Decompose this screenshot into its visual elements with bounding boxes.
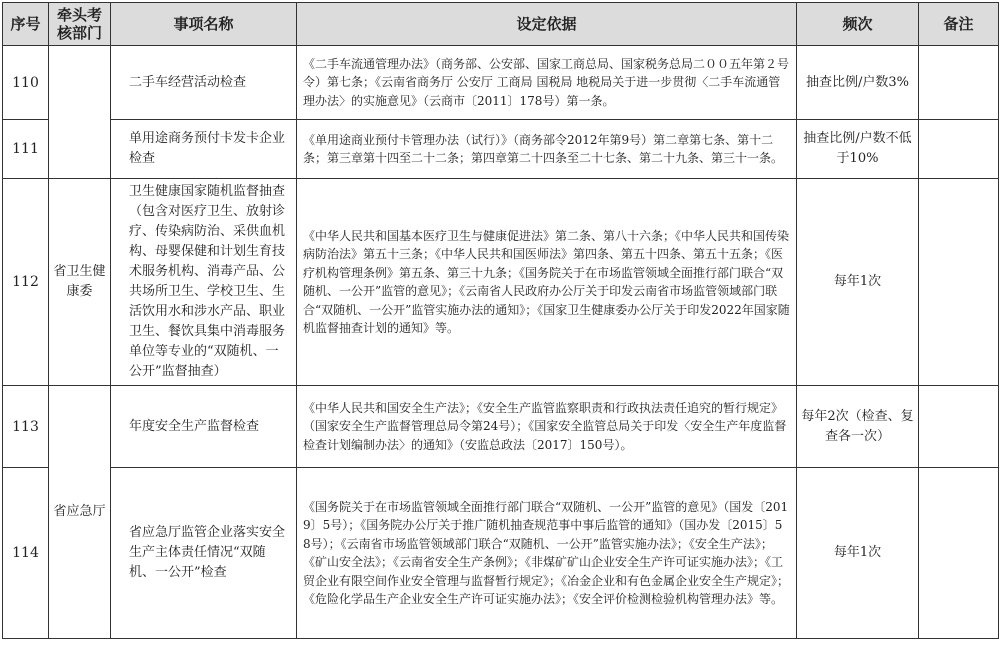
row-item: 年度安全生产监督检查 bbox=[111, 386, 297, 468]
row-seq: 111 bbox=[3, 120, 49, 179]
row-basis: 《国务院关于在市场监管领域全面推行部门联合“双随机、一公开”监管的意见》（国发〔2019〕5号）；《国务院办公厅关于推广随机抽查规范事中事后监管的通知》（国办发〔2015〕58号）；《云南省市场监管领域部门联合“双随机、一公开”监管实施办法》；《安全生产法》；《矿山安全法》；《云南省安全生产条例》；《非煤矿矿山企业安全生产许可证实施办法》；《工贸企业有限空间作业安全管理与监督暂行规定》；《冶金企业和有色金属企业安全生产规定》；《危险化学品生产企业安全生产许可证实施办法》；《安全评价检测检验机构管理办法》等。 bbox=[297, 468, 797, 639]
header-seq: 序号 bbox=[3, 3, 49, 46]
header-freq: 频次 bbox=[797, 3, 919, 46]
row-basis: 《二手车流通管理办法》（商务部、公安部、国家工商总局、国家税务总局二００五年第２号令）第七条；《云南省商务厅 公安厅 工商局 国税局 地税局关于进一步贯彻〈二手车流通管理办法〉的实施意见》（云商市〔2011〕178号）第一条。 bbox=[297, 46, 797, 120]
header-item: 事项名称 bbox=[111, 3, 297, 46]
row-seq: 114 bbox=[3, 468, 49, 639]
row-basis: 《单用途商业预付卡管理办法（试行）》（商务部令2012年第9号）第二章第七条、第十二条；第三章第十四至二十二条；第四章第二十四条至二十七条、第二十九条、第三十一条。 bbox=[297, 120, 797, 179]
row-seq: 113 bbox=[3, 386, 49, 468]
row-note bbox=[919, 468, 999, 639]
header-note: 备注 bbox=[919, 3, 999, 46]
row-dept: 省应急厅 bbox=[49, 386, 111, 639]
row-freq: 每年1次 bbox=[797, 468, 919, 639]
inspection-items-table bbox=[2, 2, 999, 639]
row-basis: 《中华人民共和国基本医疗卫生与健康促进法》第二条、第八十六条；《中华人民共和国传染病防治法》第五十三条；《中华人民共和国医师法》第四条、第五十四条、第五十五条；《医疗机构管理条例》第五条、第三十九条；《国务院关于在市场监管领域全面推行部门联合“双随机、一公开”监管的意见》；《云南省人民政府办公厅关于印发云南省市场监管领域部门联合“双随机、一公开”监管实施办法的通知》；《国家卫生健康委办公厅关于印发2022年国家随机监督抽查计划的通知》等。 bbox=[297, 179, 797, 386]
table-row bbox=[3, 386, 999, 468]
row-note bbox=[919, 46, 999, 120]
header-basis: 设定依据 bbox=[297, 3, 797, 46]
header-dept: 牵头考核部门 bbox=[49, 3, 111, 46]
row-note bbox=[919, 120, 999, 179]
row-freq: 每年1次 bbox=[797, 179, 919, 386]
row-note bbox=[919, 386, 999, 468]
row-seq: 110 bbox=[3, 46, 49, 120]
row-basis: 《中华人民共和国安全生产法》；《安全生产监管监察职责和行政执法责任追究的暂行规定》（国家安全生产监督管理总局令第24号）；《国家安全监管总局关于印发〈安全生产年度监督检查计划编制办法〉的通知》（安监总政法〔2017〕150号）。 bbox=[297, 386, 797, 468]
table-row bbox=[3, 46, 999, 120]
row-item: 卫生健康国家随机监督抽查（包含对医疗卫生、放射诊疗、传染病防治、采供血机构、母婴保健和计划生育技术服务机构、消毒产品、公共场所卫生、学校卫生、生活饮用水和涉水产品、职业卫生、餐饮具集中消毒服务单位等专业的“双随机、一公开”监督抽查） bbox=[111, 179, 297, 386]
row-freq: 每年2次（检查、复查各一次） bbox=[797, 386, 919, 468]
row-dept: 省卫生健康委 bbox=[49, 179, 111, 386]
row-seq: 112 bbox=[3, 179, 49, 386]
table-row bbox=[3, 468, 999, 639]
row-item: 单用途商务预付卡发卡企业检查 bbox=[111, 120, 297, 179]
row-freq: 抽查比例/户数不低于10% bbox=[797, 120, 919, 179]
row-note bbox=[919, 179, 999, 386]
row-freq: 抽查比例/户数3% bbox=[797, 46, 919, 120]
table-row bbox=[3, 120, 999, 179]
row-item: 省应急厅监管企业落实安全生产主体责任情况“双随机、一公开”检查 bbox=[111, 468, 297, 639]
header-row bbox=[3, 3, 999, 46]
row-item: 二手车经营活动检查 bbox=[111, 46, 297, 120]
table-row bbox=[3, 179, 999, 386]
row-dept bbox=[49, 46, 111, 179]
